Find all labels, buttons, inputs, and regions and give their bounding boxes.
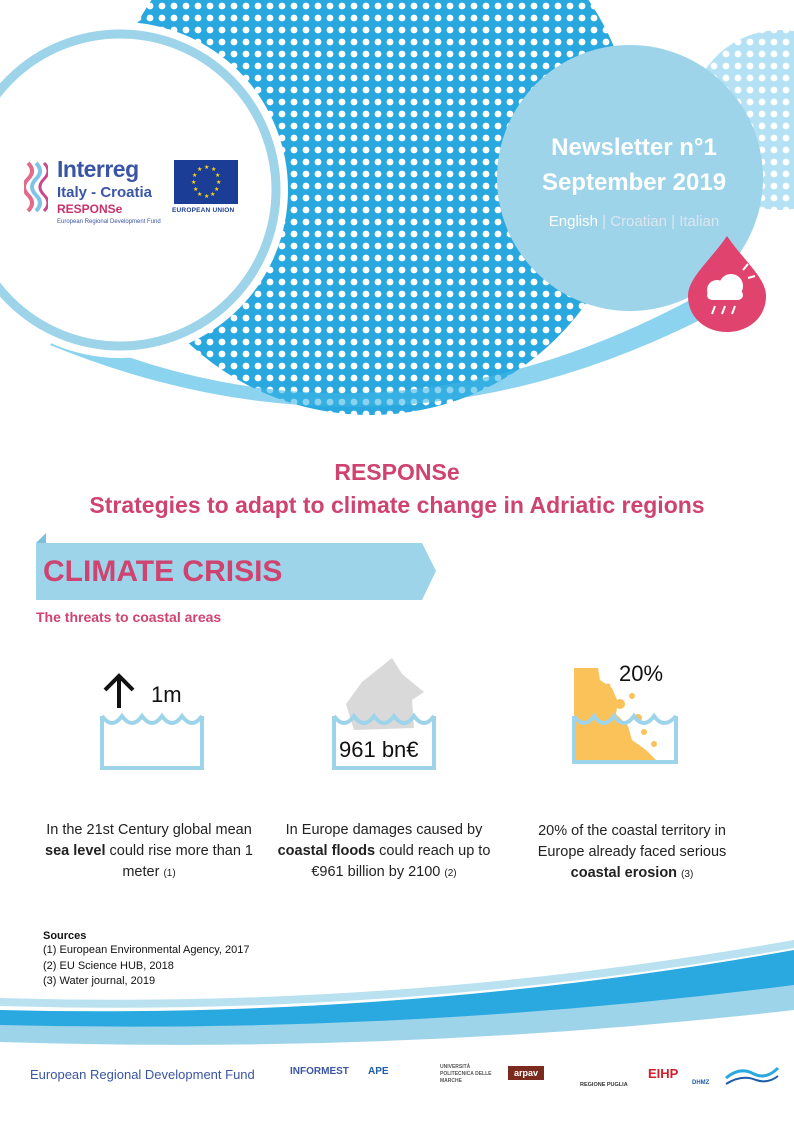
banner-fold-icon — [36, 533, 48, 545]
lang-italian-link[interactable]: Italian — [679, 213, 720, 230]
partner-logo-arpav: arpav — [508, 1066, 544, 1080]
svg-text:★: ★ — [204, 164, 210, 171]
eu-flag-icon — [174, 160, 238, 204]
interreg-logo — [22, 155, 242, 235]
stat-erosion-value: 20% — [619, 661, 664, 686]
partner-wave-logo-icon — [724, 1062, 780, 1086]
source-item: (3) Water journal, 2019 — [43, 975, 156, 987]
svg-text:★: ★ — [204, 193, 210, 200]
project-name: RESPONSe — [334, 459, 460, 485]
newsletter-date: September 2019 — [541, 169, 727, 196]
section-title: CLIMATE CRISIS — [43, 555, 283, 588]
footer-wave-decoration — [0, 940, 794, 1050]
interreg-wave-icon — [24, 161, 48, 213]
language-switcher — [500, 213, 768, 230]
svg-text:★: ★ — [191, 179, 197, 186]
source-item: (2) EU Science HUB, 2018 — [43, 960, 174, 972]
lang-croatian-link[interactable]: Croatian — [610, 213, 667, 230]
lang-english-link[interactable]: English — [548, 213, 598, 230]
section-subtitle: The threats to coastal areas — [36, 609, 222, 625]
lang-separator: | — [602, 213, 607, 230]
source-item: (1) European Environmental Agency, 2017 — [43, 944, 250, 956]
eu-label: EUROPEAN UNION — [172, 207, 235, 214]
interreg-fund-text: European Regional Development Fund — [57, 219, 161, 225]
svg-text:★: ★ — [192, 172, 198, 179]
footer-fund-label: European Regional Development Fund — [30, 1067, 255, 1082]
stat-floods-value: 961 bn€ — [339, 737, 419, 762]
svg-text:★: ★ — [197, 191, 203, 198]
interreg-wordmark: Interreg — [57, 156, 139, 182]
stat-sea-level-value: 1m — [151, 682, 182, 707]
svg-text:★: ★ — [197, 166, 203, 173]
partner-logo-dhmz: DHMZ — [692, 1080, 710, 1086]
stat-erosion-caption: 20% of the coastal territory in Europe already faced serious coastal erosion (3) — [537, 823, 727, 881]
interreg-project-name: RESPONSe — [57, 202, 123, 216]
project-subtitle: Strategies to adapt to climate change in Adriatic regions — [89, 492, 705, 518]
svg-text:★: ★ — [193, 186, 199, 193]
stat-floods-caption: In Europe damages caused by coastal floods could reach up to €961 billion by 2100 (2) — [277, 822, 491, 880]
partner-logo-univpm: UNIVERSITÀ POLITECNICA DELLE MARCHE — [440, 1064, 492, 1084]
newsletter-number: Newsletter n°1 — [551, 134, 717, 161]
partner-logo-regione-puglia: REGIONE PUGLIA — [580, 1082, 628, 1088]
partner-logo-ape: APE — [368, 1066, 389, 1077]
lang-separator: | — [671, 213, 676, 230]
partner-logo-informest: INFORMEST — [290, 1066, 349, 1077]
partner-logo-eihp: EIHP — [648, 1066, 679, 1081]
svg-text:★: ★ — [211, 166, 217, 173]
sources-heading: Sources — [43, 930, 87, 942]
svg-text:★: ★ — [214, 186, 220, 193]
stat-sea-level-caption: In the 21st Century global mean sea level could rise more than 1 meter (1) — [45, 822, 253, 880]
svg-text:★: ★ — [210, 191, 216, 198]
interreg-region: Italy - Croatia — [57, 184, 153, 201]
svg-text:★: ★ — [216, 179, 222, 186]
svg-text:★: ★ — [215, 172, 221, 179]
